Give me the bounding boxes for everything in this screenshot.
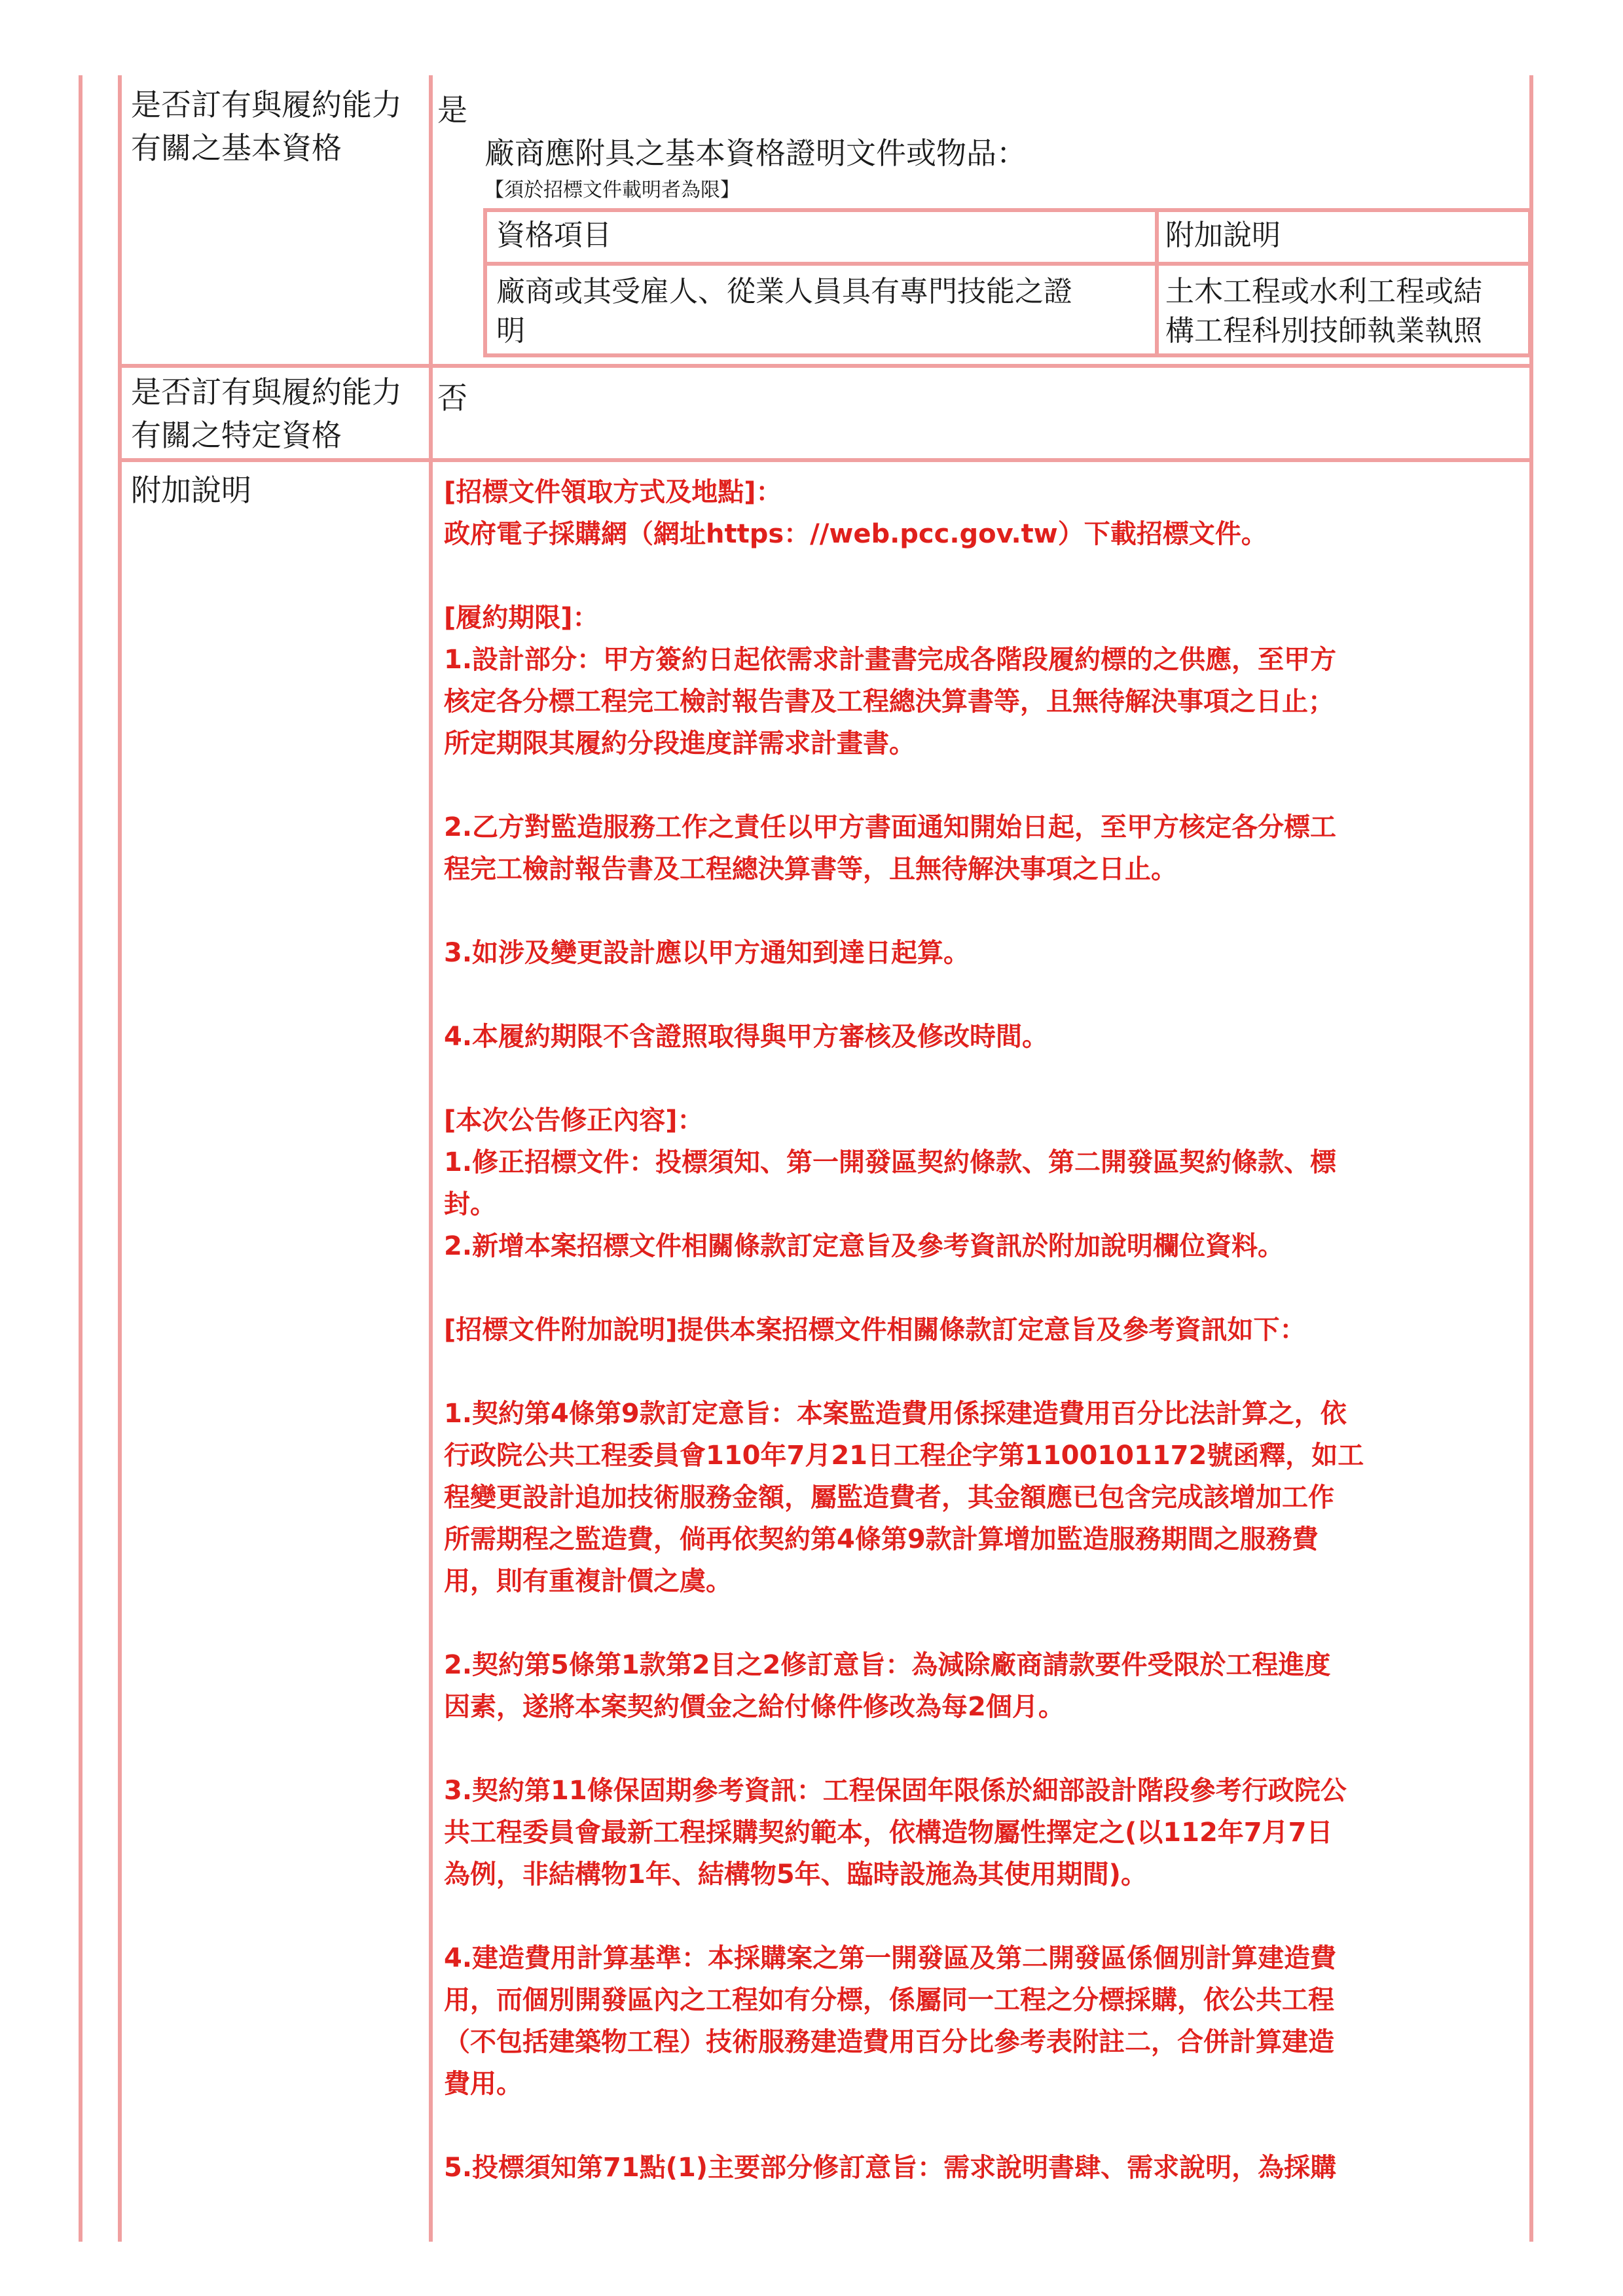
basic-qualification-answer: 是 xyxy=(437,92,467,128)
additional-note-line: 4.本履約期限不含證照取得與甲方審核及修改時間。 xyxy=(444,1022,1049,1052)
additional-note-line: 程完工檢討報告書及工程總決算書等，且無待解決事項之日止。 xyxy=(444,854,1177,884)
table-left-border xyxy=(79,75,82,2242)
specific-qualification-answer: 否 xyxy=(437,380,467,416)
additional-note-line: 1.契約第4條第9款訂定意旨：本案監造費用係採建造費用百分比法計算之，依 xyxy=(444,1399,1347,1429)
qualification-item-line-1: 廠商或其受雇人、從業人員具有專門技能之證 xyxy=(496,275,1072,308)
qualification-item-line-2: 明 xyxy=(496,314,525,348)
additional-note-line: 4.建造費用計算基準：本採購案之第一開發區及第二開發區係個別計算建造費 xyxy=(444,1943,1337,1973)
column-divider xyxy=(429,75,433,2242)
table-left-inner-border xyxy=(118,75,122,2242)
additional-note-line: 3.如涉及變更設計應以甲方通知到達日起算。 xyxy=(444,938,970,968)
row-divider-2 xyxy=(118,458,1533,462)
additional-note-line: 2.乙方對監造服務工作之責任以甲方書面通知開始日起，至甲方核定各分標工 xyxy=(444,812,1337,842)
additional-note-line: 為例，非結構物1年、結構物5年、臨時設施為其使用期間)。 xyxy=(444,1859,1147,1890)
additional-note-line: 費用。 xyxy=(444,2069,522,2099)
additional-note-line: （不包括建築物工程）技術服務建造費用百分比參考表附註二，合併計算建造 xyxy=(444,2027,1334,2057)
table-right-border xyxy=(1529,75,1533,2242)
additional-note-line: 政府電子採購網（網址https：//web.pcc.gov.tw）下載招標文件。 xyxy=(444,519,1267,549)
additional-note-line: 共工程委員會最新工程採購契約範本，依構造物屬性擇定之(以112年7月7日 xyxy=(444,1818,1333,1848)
additional-note-line: 程變更設計追加技術服務金額，屬監造費者，其金額應已包含完成該增加工作 xyxy=(444,1482,1334,1513)
specific-qualification-label-line-1: 是否訂有與履約能力 xyxy=(131,374,402,410)
additional-note-line: 用，而個別開發區內之工程如有分標，係屬同一工程之分標採購，依公共工程 xyxy=(444,1985,1334,2015)
additional-note-line: [招標文件附加說明]提供本案招標文件相關條款訂定意旨及參考資訊如下： xyxy=(444,1315,1306,1345)
additional-note-line: 所需期程之監造費，倘再依契約第4條第9款計算增加監造服務期間之服務費 xyxy=(444,1524,1319,1554)
qualification-table-column-divider xyxy=(1155,212,1159,353)
additional-note-line: 因素，遂將本案契約價金之給付條件修改為每2個月。 xyxy=(444,1692,1065,1722)
additional-note-line: 3.契約第11條保固期參考資訊：工程保固年限係於細部設計階段參考行政院公 xyxy=(444,1776,1347,1806)
row-divider-1 xyxy=(118,364,1533,368)
additional-note-line: [招標文件領取方式及地點]： xyxy=(444,477,782,507)
additional-note-line: 用，則有重複計價之虞。 xyxy=(444,1566,732,1596)
qualification-table-header-divider xyxy=(487,262,1528,266)
additional-notes-label: 附加說明 xyxy=(131,473,251,508)
additional-note-line: 2.新增本案招標文件相關條款訂定意旨及參考資訊於附加說明欄位資料。 xyxy=(444,1231,1285,1261)
additional-note-line: 1.修正招標文件：投標須知、第一開發區契約條款、第二開發區契約條款、標 xyxy=(444,1147,1337,1177)
qualification-table-header-description: 附加說明 xyxy=(1165,219,1281,252)
additional-note-line: 核定各分標工程完工檢討報告書及工程總決算書等，且無待解決事項之日止； xyxy=(444,687,1334,717)
specific-qualification-label-line-2: 有關之特定資格 xyxy=(131,418,342,453)
additional-note-line: 2.契約第5條第1款第2目之2修訂意旨：為減除廠商請款要件受限於工程進度 xyxy=(444,1650,1331,1680)
basic-qualification-label-line-2: 有關之基本資格 xyxy=(131,130,342,166)
additional-note-line: 5.投標須知第71點(1)主要部分修訂意旨：需求說明書肆、需求說明，為採購 xyxy=(444,2153,1337,2183)
additional-note-line: 行政院公共工程委員會110年7月21日工程企字第1100101172號函釋，如工 xyxy=(444,1441,1364,1471)
additional-note-line: [履約期限]： xyxy=(444,603,599,633)
required-documents-intro: 廠商應附具之基本資格證明文件或物品： xyxy=(484,135,1027,171)
additional-note-line: 封。 xyxy=(444,1189,496,1219)
qualification-items-table xyxy=(483,208,1532,357)
basic-qualification-label-line-1: 是否訂有與履約能力 xyxy=(131,87,402,122)
required-documents-note: 【須於招標文件載明者為限】 xyxy=(484,179,740,202)
qualification-table-header-item: 資格項目 xyxy=(496,219,611,252)
additional-note-line: 所定期限其履約分段進度詳需求計畫書。 xyxy=(444,728,915,759)
additional-note-line: [本次公告修正內容]： xyxy=(444,1105,704,1136)
qualification-description-line-1: 土木工程或水利工程或結 xyxy=(1165,275,1482,308)
additional-note-line: 1.設計部分：甲方簽約日起依需求計畫書完成各階段履約標的之供應，至甲方 xyxy=(444,645,1337,675)
qualification-description-line-2: 構工程科別技師執業執照 xyxy=(1165,314,1482,348)
